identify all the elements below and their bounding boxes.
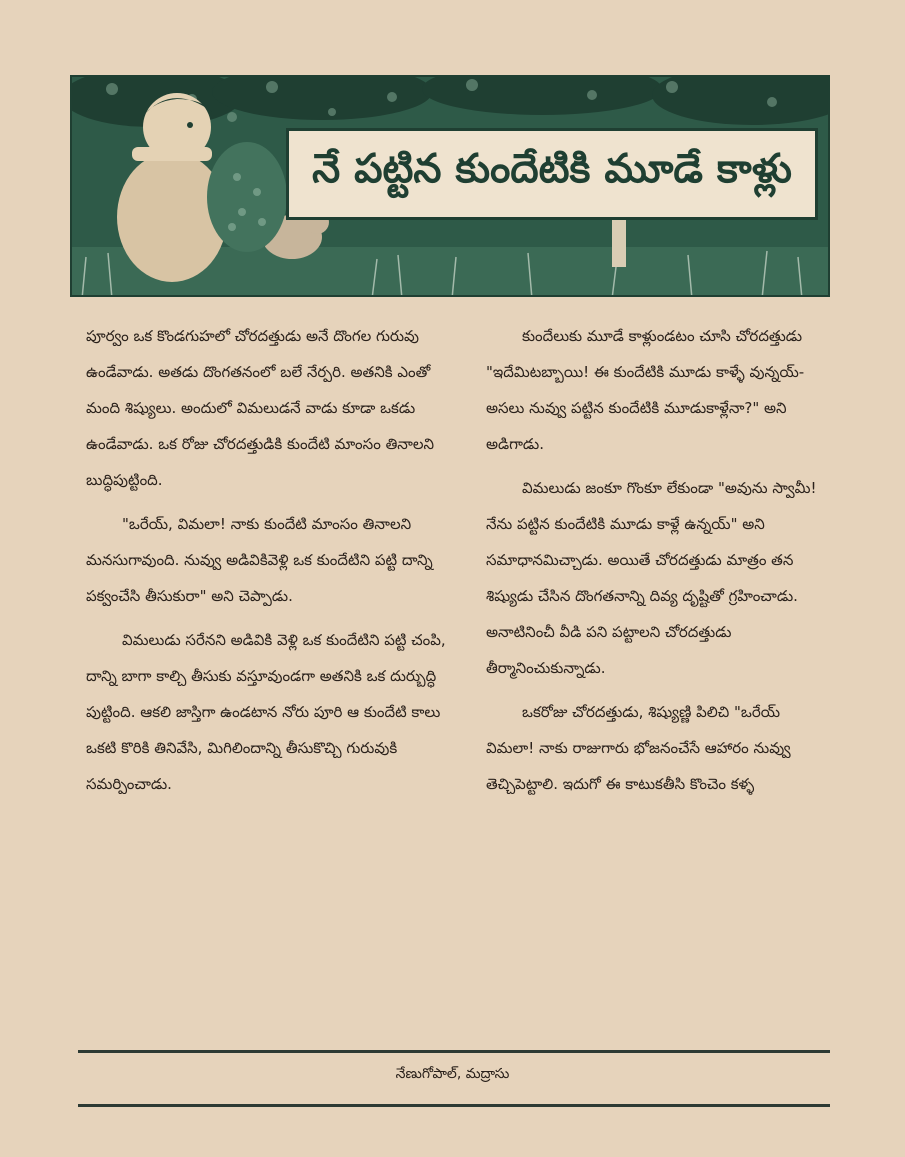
left-column <box>86 318 456 810</box>
divider-bottom <box>78 1104 830 1107</box>
story-paragraph: "ఒరేయ్, విమలా! నాకు కుందేటి మాంసం తినాలని మనసుగావుంది. నువ్వు అడివికివెళ్లి ఒక కుందేటిని పట్టి దాన్ని పక్వంచేసి తీసుకురా" అని చెప్పాడు. <box>86 515 433 605</box>
story-paragraph: కుందేలుకు మూడే కాళ్లుండటం చూసి చోరదత్తుడు "ఇదేమిటబ్బాయి! ఈ కుందేటికి మూడు కాళ్ళే వున్నయ్-అసలు నువ్వు పట్టిన కుందేటికి మూడుకాళ్లేనా?" అని అడిగాడు. <box>486 327 805 453</box>
author-credit: నేణుగోపాల్, మద్రాసు <box>395 1066 510 1082</box>
story-paragraph: ఒకరోజు చోరదత్తుడు, శిష్యుణ్ణి పిలిచి "ఒరేయ్ విమలా! నాకు రాజుగారు భోజనంచేసే ఆహారం నువ్వు తెచ్చిపెట్టాలి. ఇదుగో ఈ కాటుకతీసి కొంచెం కళ్ళ <box>486 703 791 793</box>
right-column <box>486 318 826 810</box>
divider-top <box>78 1050 830 1053</box>
story-paragraph: పూర్వం ఒక కొండగుహలో చోరదత్తుడు అనే దొంగల గురువు ఉండేవాడు. అతడు దొంగతనంలో బలే నేర్పరి. అతనికి ఎంతో మంది శిష్యులు. అందులో విమలుడనే వాడు కూడా ఒకడు ఉండేవాడు. ఒక రోజు చోరదత్తుడికి కుందేటి మాంసం తినాలని బుద్ధిపుట్టింది. <box>86 327 435 489</box>
story-paragraph: విమలుడు జంకూ గొంకూ లేకుండా "అవును స్వామీ! నేను పట్టిన కుందేటికి మూడు కాళ్లే ఉన్నయ్" అని సమాధానమిచ్చాడు. అయితే చోరదత్తుడు మాత్రం తన శిష్యుడు చేసిన దొంగతనాన్ని దివ్య దృష్టితో గ్రహించాడు. అనాటినించీ వీడి పని పట్టాలని చోరదత్తుడు తీర్మానించుకున్నాడు. <box>486 479 817 677</box>
story-paragraph: విమలుడు సరేనని అడివికి వెళ్లి ఒక కుందేటిని పట్టి చంపి, దాన్ని బాగా కాల్చి తీసుకు వస్తూవుండగా అతనికి ఒక దుర్బుద్ధి పుట్టింది. ఆకలి జాస్తిగా ఉండటాన నోరు పూరి ఆ కుందేటి కాలు ఒకటి కొరికి తినివేసి, మిగిలిందాన్ని తీసుకొచ్చి గురువుకి సమర్పించాడు. <box>86 631 446 793</box>
title-panel <box>286 128 818 220</box>
story-title: నే పట్టిన కుందేటికి మూడే కాళ్లు <box>312 146 792 192</box>
